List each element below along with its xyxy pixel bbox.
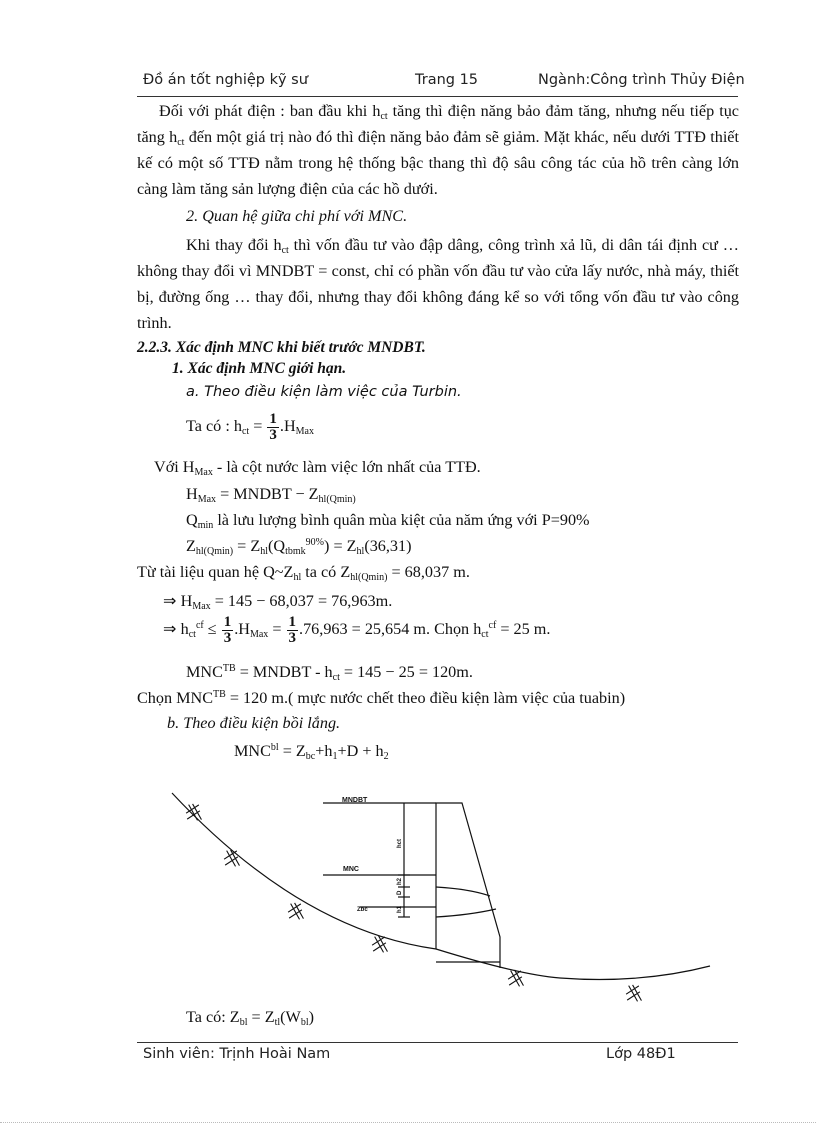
dam-body: [436, 803, 500, 968]
fraction-one-third: $\frac{1}{3}$: [223, 614, 232, 646]
label-h2: h2: [397, 877, 403, 885]
label-mnc: MNC: [343, 866, 359, 873]
equation-zbl: Ta có: $Z_{bl} = Z_{tl}(W_{bl})$: [186, 1008, 315, 1028]
intake-lower-line: [436, 909, 496, 917]
soil-hatch-6: [625, 984, 642, 1003]
soil-hatch-1: [185, 803, 202, 822]
fraction-one-third: $\frac{1}{3}$: [269, 411, 277, 443]
subsection-b: b. Theo điều kiện bồi lắng.: [167, 714, 341, 732]
reservoir-bed-curve: [172, 793, 710, 980]
footer-rule: [137, 1042, 738, 1043]
heading-cost-relation: 2. Quan hệ giữa chi phí với MNC.: [186, 207, 408, 225]
equation-zhl: $Z_{hl(Qmin)} = Z_{hl}(Q_{tbmk}^{90\%}) = Z_{hl}(36,31)$: [186, 537, 412, 557]
paragraph-1: Đối với phát điện : ban đầu khi $h_{ct}$ tăng thì điện năng bảo đảm tăng, nhưng nếu tiếp tục tăng $h_{ct}$ đến một giá trị nào đó thì điện năng bảo đảm sẽ giảm. Mặt khác, nếu dưới TTĐ thiết kế có một số TTĐ nằm trong hệ thống bậc thang thì độ sâu công tác của hồ trên càng lớn càng làm tăng sản lượng điện của các hồ dưới.: [137, 102, 739, 198]
fraction-one-third: $\frac{1}{3}$: [288, 614, 297, 646]
footer-class: Lớp 48Đ1: [606, 1046, 676, 1062]
label-d: D: [397, 890, 403, 895]
equation-hct-chosen: ⇒ $h_{ct}^{cf}$ ≤ $\frac{1}{3}$ $.H_{Max}$ = $\frac{1}{3}$ .76,963 = 25,654 m. Chọn $h_{ct}^{cf} = 25$ m.: [163, 614, 551, 646]
header-left: Đồ án tốt nghiệp kỹ sư: [143, 72, 308, 88]
subsection-a: a. Theo điều kiện làm việc của Turbin.: [186, 384, 462, 400]
label-hct: hct: [397, 839, 403, 848]
equation-hct: Ta có : $h_{ct}$ = $\frac{1}{3}$ $.H_{Max}$: [186, 411, 314, 443]
soil-hatch-2: [223, 849, 240, 868]
line-hmax-definition: Với $H_{Max}$ - là cột nước làm việc lớn nhất của TTĐ.: [154, 458, 481, 478]
equation-mnc-tb: $MNC^{TB}$ = MNDBT - $h_{ct} = 145 - 25 = 120m$.: [186, 663, 473, 683]
footer-student: Sinh viên: Trịnh Hoài Nam: [143, 1046, 331, 1062]
line-qmin-definition: $Q_{min}$ là lưu lượng bình quân mùa kiệt của năm ứng với P=90%: [186, 511, 590, 531]
header-right: Ngành:Công trình Thủy Điện: [538, 72, 745, 88]
header-page-number: Trang 15: [415, 72, 479, 88]
equation-hmax-value: ⇒ $H_{Max} = 145 - 68,037 = 76,963m$.: [163, 592, 393, 612]
label-mndbt: MNDBT: [342, 797, 368, 804]
equation-hmax: $H_{Max}$ = MNDBT − $Z_{hl(Qmin)}$: [186, 485, 356, 505]
line-zhl-value: Từ tài liệu quan hệ $Q\sim Z_{hl}$ ta có $Z_{hl(Qmin)} = 68,037$ m.: [137, 563, 470, 583]
intake-upper-line: [436, 887, 490, 896]
soil-hatch-3: [287, 902, 304, 921]
label-h1: h1: [397, 905, 403, 913]
section-heading: 2.2.3. Xác định MNC khi biết trước MNDBT.: [137, 339, 426, 356]
equation-mnc-bl: $MNC^{bl} = Z_{bc}+h_1+D + h_2$: [234, 742, 389, 762]
line-choose-mnc: Chọn $MNC^{TB} = 120$ m.( mực nước chết theo điều kiện làm việc của tuabin): [137, 689, 626, 707]
paragraph-2: Khi thay đổi $h_{ct}$ thì vốn đầu tư vào đập dâng, công trình xả lũ, di dân tái định cư … không thay đổi vì MNDBT = const, chỉ có phần vốn đầu tư vào cửa lấy nước, nhà máy, thiết bị, đường ống … thay đổi, nhưng thay đổi không đáng kể so với tổng vốn đầu tư vào công trình.: [137, 236, 739, 332]
subsection-heading: 1. Xác định MNC giới hạn.: [172, 360, 347, 377]
label-zbc: Zbc: [357, 907, 368, 913]
